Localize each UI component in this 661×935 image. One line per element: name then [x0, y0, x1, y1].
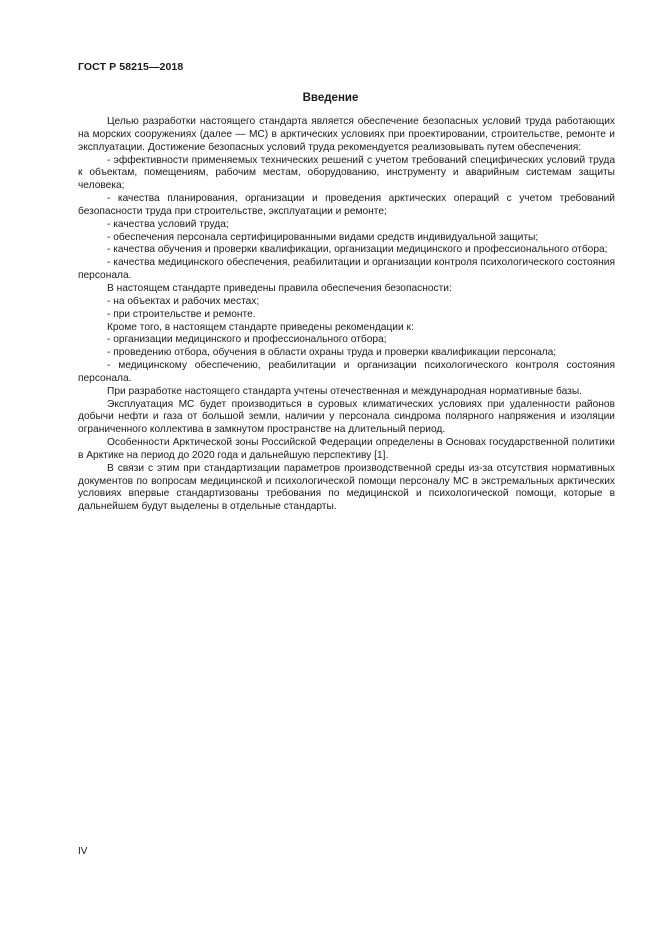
paragraph: При разработке настоящего стандарта учтены отечественная и международная нормативные базы. [107, 385, 582, 397]
list-item: - при строительстве и ремонте. [107, 308, 256, 320]
list-item: - организации медицинского и профессионального отбора; [107, 334, 387, 346]
paragraph: Особенности Арктической зоны Российской Федерации определены в Основах государственной политики в Арктике на период до 2020 года и дальнейшую перспективу [1]. [78, 437, 615, 461]
list-item: - медицинскому обеспечению, реабилитации и организации психологического контроля состояния персонала. [78, 360, 615, 384]
list-item: - на объектах и рабочих местах; [107, 295, 260, 307]
paragraph: Целью разработки настоящего стандарта является обеспечение безопасных условий труда работающих на морских сооружениях (далее — МС) в арктических условиях при проектировании, строительстве, ремонте и эксплуатации. Достижение безопасных условий труда рекомендуется реализовывать путем обеспечения: [78, 116, 615, 153]
paragraph: В настоящем стандарте приведены правила обеспечения безопасности: [107, 282, 452, 294]
list-item: - качества обучения и проверки квалификации, организации медицинского и профессионального отбора; [107, 244, 608, 256]
introduction-body [78, 116, 615, 514]
list-item: - обеспечения персонала сертифицированными видами средств индивидуальной защиты; [107, 231, 539, 243]
list-item: - качества планирования, организации и проведения арктических операций с учетом требований безопасности труда при строительстве, эксплуатации и ремонте; [78, 193, 615, 217]
list-item: - качества условий труда; [107, 218, 229, 230]
list-item: - качества медицинского обеспечения, реабилитации и организации контроля психологического состояния персонала. [78, 257, 615, 282]
document-id-header: ГОСТ Р 58215—2018 [78, 61, 184, 73]
paragraph: Кроме того, в настоящем стандарте приведены рекомендации к: [107, 321, 414, 333]
list-item: - эффективности применяемых технических решений с учетом требований специфических условий труда к объектам, помещениям, рабочим местам, оборудованию, инструменту и аварийным системам защиты человека; [78, 154, 615, 192]
section-title: Введение [302, 92, 359, 104]
paragraph: Эксплуатация МС будет производиться в суровых климатических условиях при удаленности районов добычи нефти и газа от большой земли, наличии у персонала синдрома полярного напряжения и изоляции ограниченного коллектива в замкнутом пространстве на длительный период. [78, 398, 615, 436]
list-item: - проведению отбора, обучения в области охраны труда и проверки квалификации персонала; [107, 347, 557, 359]
page-number: IV [78, 846, 88, 857]
paragraph: В связи с этим при стандартизации параметров производственной среды из-за отсутствия нормативных документов по вопросам медицинской и психологической помощи персоналу МС в экстремальных арктических условиях впервые стандартизованы требования по медицинской и психологической помощи, которые в дальнейшем будут выделены в отдельные стандарты. [78, 462, 615, 513]
